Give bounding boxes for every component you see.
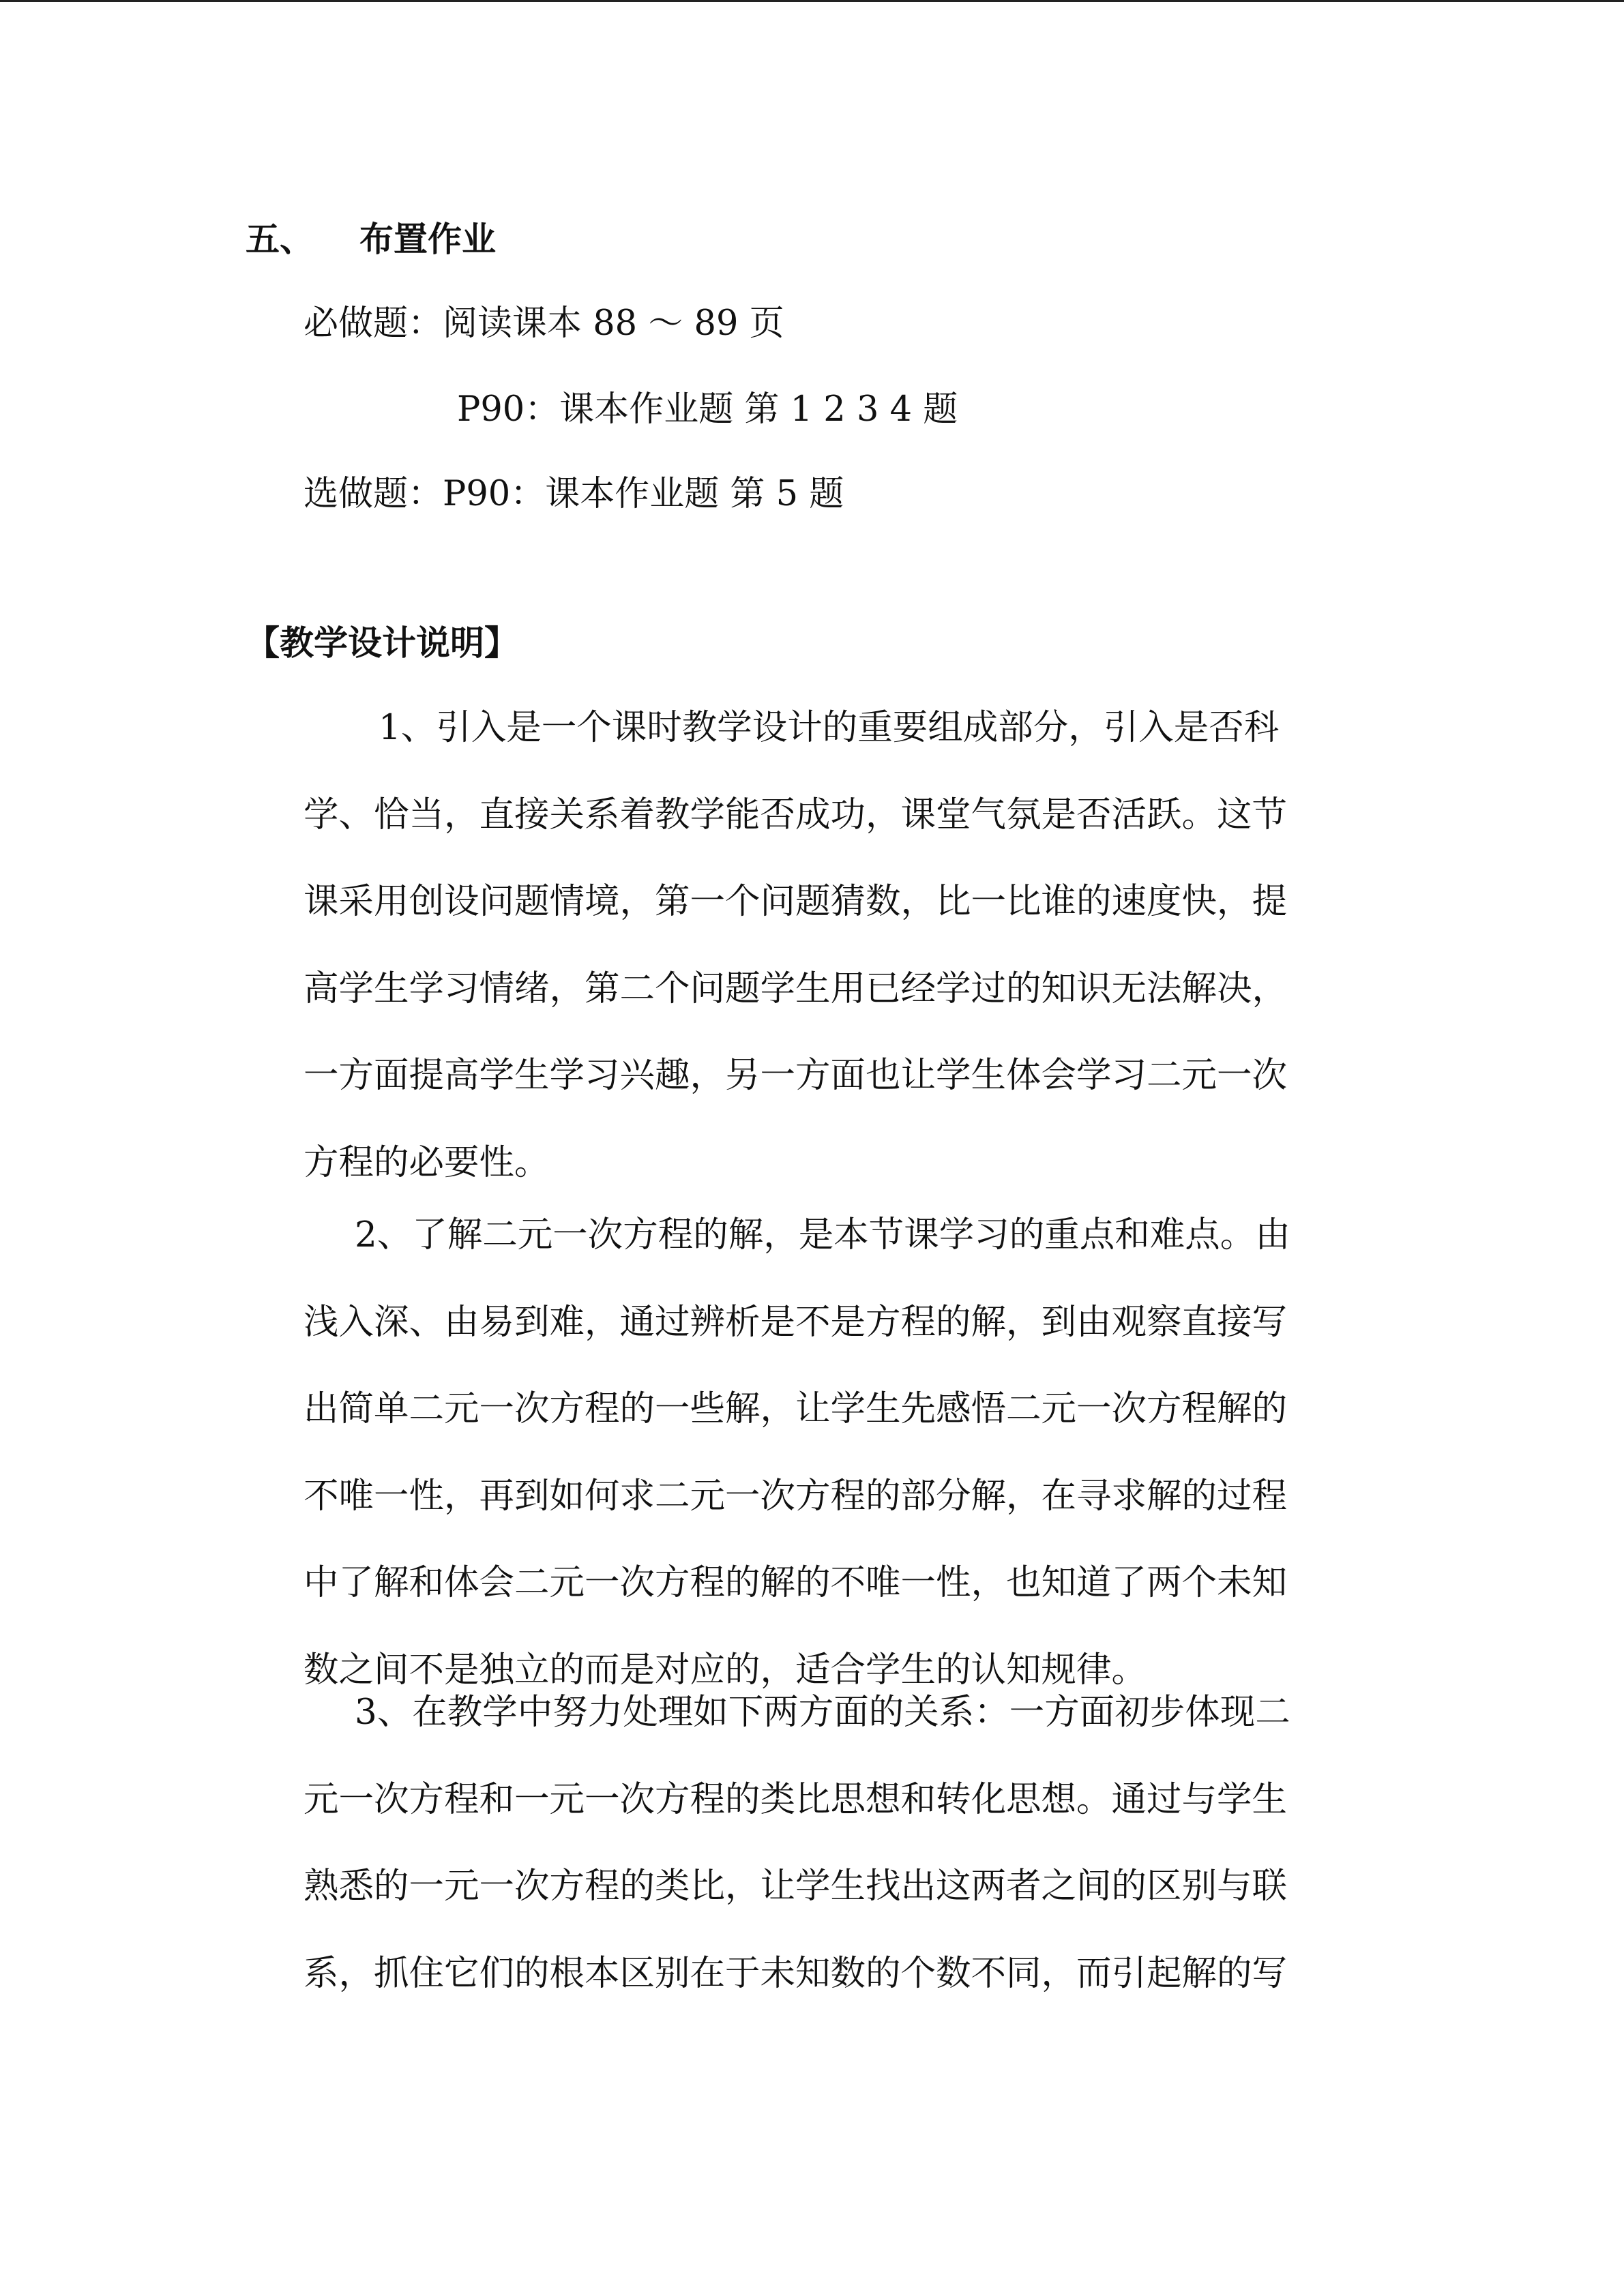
top-border-line [0, 0, 1624, 2]
paragraph-line: 不唯一性，再到如何求二元一次方程的部分解，在寻求解的过程 [304, 1475, 1288, 1517]
design-notes-heading: 【教学设计说明】 [246, 623, 518, 663]
section-title: 布置作业 [359, 220, 496, 259]
design-note-paragraph-3 [304, 1669, 1374, 2017]
paragraph-line: 元一次方程和一元一次方程的类比思想和转化思想。通过与学生 [304, 1778, 1288, 1820]
paragraph-line: 2、了解二元一次方程的解，是本节课学习的重点和难点。由 [355, 1214, 1290, 1255]
paragraph-line: 出简单二元一次方程的一些解，让学生先感悟二元一次方程解的 [304, 1388, 1288, 1429]
design-note-paragraph-1 [304, 685, 1374, 1206]
paragraph-line: 1、引入是一个课时教学设计的重要组成部分，引入是否科 [379, 707, 1280, 748]
paragraph-line: 系，抓住它们的根本区别在于未知数的个数不同，而引起解的写 [304, 1952, 1288, 1994]
homework-optional: 选做题：P90：课本作业题 第 5 题 [304, 474, 844, 514]
homework-required: 必做题：阅读课本 88 ～ 89 页 [304, 303, 784, 344]
section-number: 五、 [246, 220, 314, 259]
paragraph-line: 方程的必要性。 [304, 1142, 550, 1183]
paragraph-line: 熟悉的一元一次方程的类比，让学生找出这两者之间的区别与联 [304, 1866, 1288, 1907]
paragraph-line: 一方面提高学生学习兴趣，另一方面也让学生体会学习二元一次 [304, 1055, 1288, 1096]
homework-required-exercises: P90：课本作业题 第 1 2 3 4 题 [457, 389, 958, 430]
paragraph-line: 课采用创设问题情境，第一个问题猜数，比一比谁的速度快，提 [304, 881, 1288, 922]
paragraph-line: 高学生学习情绪，第二个问题学生用已经学过的知识无法解决， [304, 968, 1288, 1009]
paragraph-line: 数之间不是独立的而是对应的，适合学生的认知规律。 [304, 1649, 1147, 1690]
paragraph-line: 浅入深、由易到难，通过辨析是不是方程的解，到由观察直接写 [304, 1301, 1288, 1343]
paragraph-line: 学、恰当，直接关系着教学能否成功，课堂气氛是否活跃。这节 [304, 794, 1288, 835]
design-note-paragraph-2 [304, 1192, 1374, 1714]
paragraph-line: 3、在教学中努力处理如下两方面的关系：一方面初步体现二 [355, 1692, 1290, 1733]
paragraph-line: 中了解和体会二元一次方程的解的不唯一性，也知道了两个未知 [304, 1562, 1288, 1603]
